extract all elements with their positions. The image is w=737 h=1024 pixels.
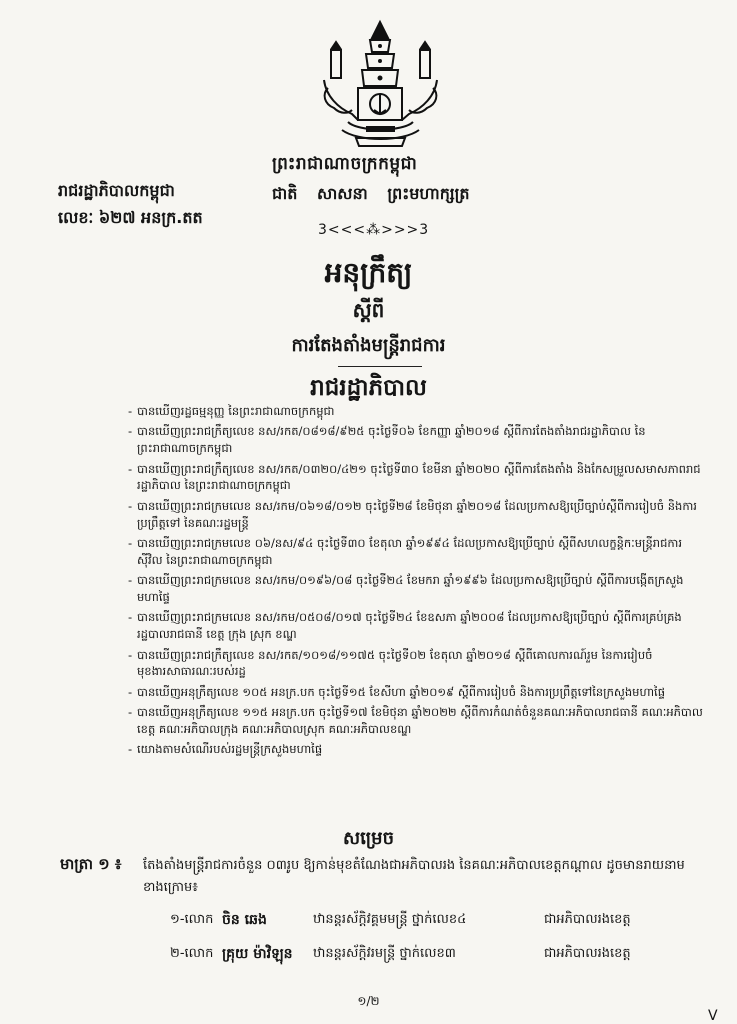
nominee-2-prefix: ២-លោក xyxy=(170,946,214,961)
about-label: ស្តីពី xyxy=(352,298,385,322)
reference-item: - បានឃើញអនុក្រឹត្យលេខ ១១៥ អនក្រ.បក ចុះថ្ងៃទី១៧ ខែមិថុនា ឆ្នាំ២០២២ ស្តីពីការកំណត់ចំនួនគណៈអភិបាលរាជធានី គណៈអភិបាលខេត្ត គណៈអភិបាលក្រុង គណៈអភិបាលស្រុក គណៈអភិបាលខណ្ឌ xyxy=(128,704,703,738)
reference-item: - បានឃើញព្រះរាជក្រមលេខ នស/រកម/០៥០៨/០១៧ ចុះថ្ងៃទី២៤ ខែឧសភា ឆ្នាំ២០០៨ ដែលប្រកាសឱ្យប្រើច្បាប់ ស្តីពីការគ្រប់គ្រងរដ្ឋបាលរាជធានី ខេត្ត ក្រុង ស្រុក ខណ្ឌ xyxy=(128,609,703,643)
document-number: លេខៈ ៦២៧ អនក្រ.តត xyxy=(58,208,203,227)
corner-mark: V xyxy=(708,1008,718,1024)
nominee-2-position: ជាអភិបាលរងខេត្ត xyxy=(544,946,631,961)
reference-item: - បានឃើញព្រះរាជក្រឹត្យលេខ នស/រកត/០៣២០/៤២១ ចុះថ្ងៃទី៣០ ខែមីនា ឆ្នាំ២០២០ ស្តីពីការតែងតាំង និងកែសម្រួលសមាសភាពរាជរដ្ឋាភិបាល នៃព្រះរាជាណាចក្រកម្ពុជា xyxy=(128,461,703,495)
decision-heading: សម្រេច xyxy=(342,828,395,849)
nominee-1-name-text: ចិន ឆេង xyxy=(222,912,267,928)
reference-item: - បានឃើញព្រះរាជក្រឹត្យលេខ នស/រកត/១០១៨/១១៧៥ ចុះថ្ងៃទី០២ ខែតុលា ឆ្នាំ២០១៨ ស្តីពីគោលការណ៍រួម នៃការរៀបចំមុខងារសាធារណៈរបស់រដ្ឋ xyxy=(128,647,703,681)
reference-item: - បានឃើញព្រះរាជក្រឹត្យលេខ នស/រកត/០៨១៨/៩២៥ ចុះថ្ងៃទី០៦ ខែកញ្ញា ឆ្នាំ២០១៨ ស្តីពីការតែងតាំងរាជរដ្ឋាភិបាល នៃព្រះរាជាណាចក្រកម្ពុជា xyxy=(128,423,703,457)
legal-references-list xyxy=(128,403,703,762)
kingdom-heading: ព្រះរាជាណាចក្រកម្ពុជា xyxy=(272,154,418,174)
royal-coat-of-arms-emblem xyxy=(318,18,443,153)
nominee-2-rank: ឋានន្តរស័ក្តិវរមន្ត្រី ថ្នាក់លេខ៣ xyxy=(313,946,456,961)
title-underline xyxy=(338,366,422,367)
reference-item: - យោងតាមសំណើរបស់រដ្ឋមន្ត្រីក្រសួងមហាផ្ទៃ xyxy=(128,741,703,758)
article-1-label: មាត្រា ១ ៖ xyxy=(60,855,122,873)
issuer-heading: រាជរដ្ឋាភិបាល xyxy=(310,375,427,401)
national-motto: ជាតិ សាសនា ព្រះមហាក្សត្រ xyxy=(272,184,470,203)
nominee-1-rank: ឋានន្តរស័ក្តិវគ្គមមន្ត្រី ថ្នាក់លេខ៤ xyxy=(313,912,467,927)
nominee-1-name xyxy=(222,910,267,931)
reference-item: - បានឃើញរដ្ឋធម្មនុញ្ញ នៃព្រះរាជាណាចក្រកម្ពុជា xyxy=(128,403,703,420)
nominee-1-prefix: ១-លោក xyxy=(170,912,214,927)
reference-item: - បានឃើញព្រះរាជក្រមលេខ ០៦/នស/៩៤ ចុះថ្ងៃទី៣០ ខែតុលា ឆ្នាំ១៩៩៤ ដែលប្រកាសឱ្យប្រើច្បាប់ ស្តីពីសហលក្ខន្តិកៈមន្ត្រីរាជការស៊ីវិល នៃព្រះរាជាណាចក្រកម្ពុជា xyxy=(128,535,703,569)
reference-item: - បានឃើញព្រះរាជក្រមលេខ នស/រកម/០១៩៦/០៨ ចុះថ្ងៃទី២៤ ខែមករា ឆ្នាំ១៩៩៦ ដែលប្រកាសឱ្យប្រើច្បាប់ ស្តីពីការបង្កើតក្រសួងមហាផ្ទៃ xyxy=(128,572,703,606)
nominee-2-name xyxy=(222,944,293,965)
document-type-title: អនុក្រឹត្យ xyxy=(324,256,413,289)
nominee-1-position: ជាអភិបាលរងខេត្ត xyxy=(544,912,631,927)
page-number: ១/២ xyxy=(357,994,380,1008)
article-1-text: តែងតាំងមន្ត្រីរាជការចំនួន ០៣រូប ឱ្យកាន់មុខតំណែងជាអភិបាលរង នៃគណៈអភិបាលខេត្តកណ្តាល ដូចមានរាយនាមខាងក្រោម៖ xyxy=(143,858,685,895)
reference-item: - បានឃើញព្រះរាជក្រមលេខ នស/រកម/០៦១៨/០១២ ចុះថ្ងៃទី២៨ ខែមិថុនា ឆ្នាំ២០១៨ ដែលប្រកាសឱ្យប្រើច្បាប់ស្តីពីការរៀបចំ និងការប្រព្រឹត្តទៅ នៃគណៈរដ្ឋមន្ត្រី xyxy=(128,498,703,532)
reference-item: - បានឃើញអនុក្រឹត្យលេខ ១០៥ អនក្រ.បក ចុះថ្ងៃទី១៥ ខែសីហា ឆ្នាំ២០១៩ ស្តីពីការរៀបចំ និងការប្រព្រឹត្តទៅនៃក្រសួងមហាផ្ទៃ xyxy=(128,684,703,701)
ornamental-divider: 3<<<⁂>>>3 xyxy=(318,222,430,238)
nominee-2-name-text: គ្រុយ ម៉ាវិឡុន xyxy=(222,946,293,962)
government-name: រាជរដ្ឋាភិបាលកម្ពុជា xyxy=(58,181,175,200)
decree-subject: ការតែងតាំងមន្ត្រីរាជការ xyxy=(291,335,446,356)
